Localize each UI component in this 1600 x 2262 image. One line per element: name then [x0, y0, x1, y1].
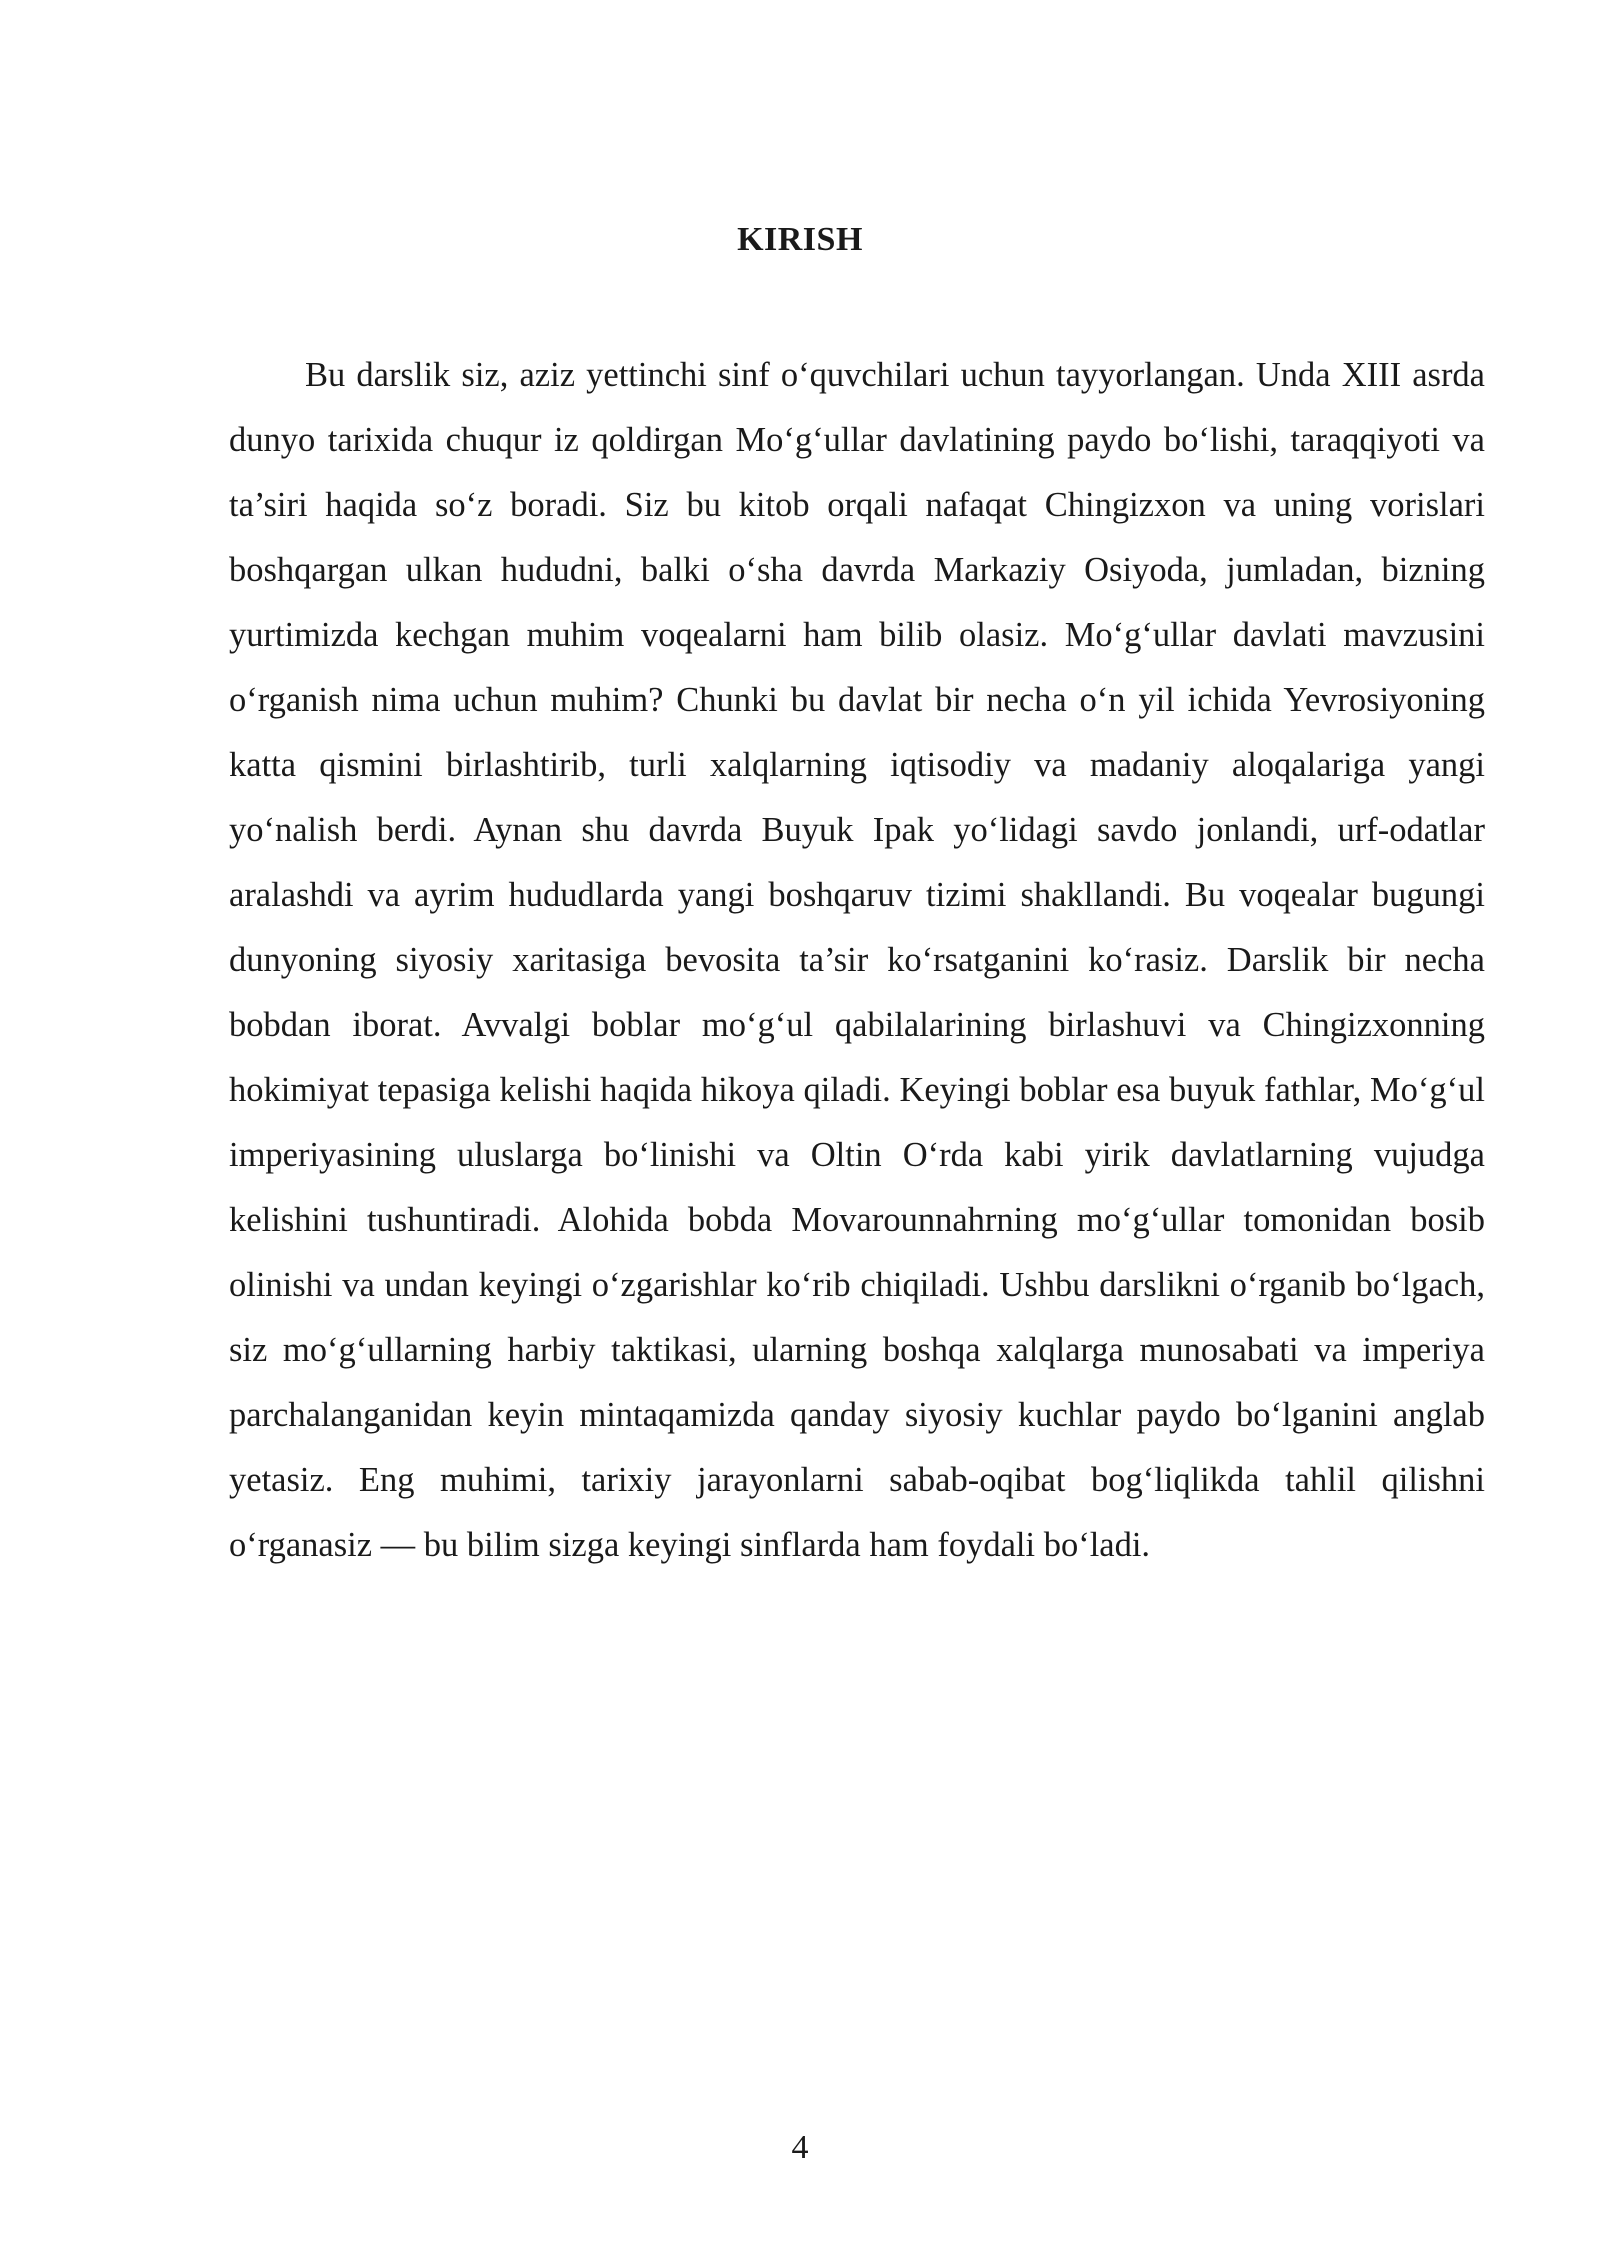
page-number: 4	[791, 2129, 809, 2166]
page-title: KIRISH	[737, 221, 863, 258]
body-paragraph: Bu darslik siz, aziz yettinchi sinf o‘quvchilari uchun tayyorlangan. Unda XIII asrda dunyo tarixida chuqur iz qoldirgan Mo‘g‘ullar davlatining paydo bo‘lishi, taraqqiyoti va ta’siri haqida so‘z boradi. Siz bu kitob orqali nafaqat Chingizxon va uning vorislari boshqargan ulkan hududni, balki o‘sha davrda Markaziy Osiyoda, jumladan, bizning yurtimizda kechgan muhim voqealarni ham bilib olasiz. Mo‘g‘ullar davlati mavzusini o‘rganish nima uchun muhim? Chunki bu davlat bir necha o‘n yil ichida Yevrosiyoning katta qismini birlashtirib, turli xalqlarning iqtisodiy va madaniy aloqalariga yangi yo‘nalish berdi. Aynan shu davrda Buyuk Ipak yo‘lidagi savdo jonlandi, urf-odatlar aralashdi va ayrim hududlarda yangi boshqaruv tizimi shakllandi. Bu voqealar bugungi dunyoning siyosiy xaritasiga bevosita ta’sir ko‘rsatganini ko‘rasiz. Darslik bir necha bobdan iborat. Avvalgi boblar mo‘g‘ul qabilalarining birlashuvi va Chingizxonning hokimiyat tepasiga kelishi haqida hikoya qiladi. Keyingi boblar esa buyuk fathlar, Mo‘g‘ul imperiyasining uluslarga bo‘linishi va Oltin O‘rda kabi yirik davlatlarning vujudga kelishini tushuntiradi. Alohida bobda Movarounnahrning mo‘g‘ullar tomonidan bosib olinishi va undan keyingi o‘zgarishlar ko‘rib chiqiladi. Ushbu darslikni o‘rganib bo‘lgach, siz mo‘g‘ullarning harbiy taktikasi, ularning boshqa xalqlarga munosabati va imperiya parchalanganidan keyin mintaqamizda qanday siyosiy kuchlar paydo bo‘lganini anglab yetasiz. Eng muhimi, tarixiy jarayonlarni sabab-oqibat bog‘liqlikda tahlil qilishni o‘rganasiz — bu bilim sizga keyingi sinflarda ham foydali bo‘ladi.	[229, 356, 1485, 1564]
